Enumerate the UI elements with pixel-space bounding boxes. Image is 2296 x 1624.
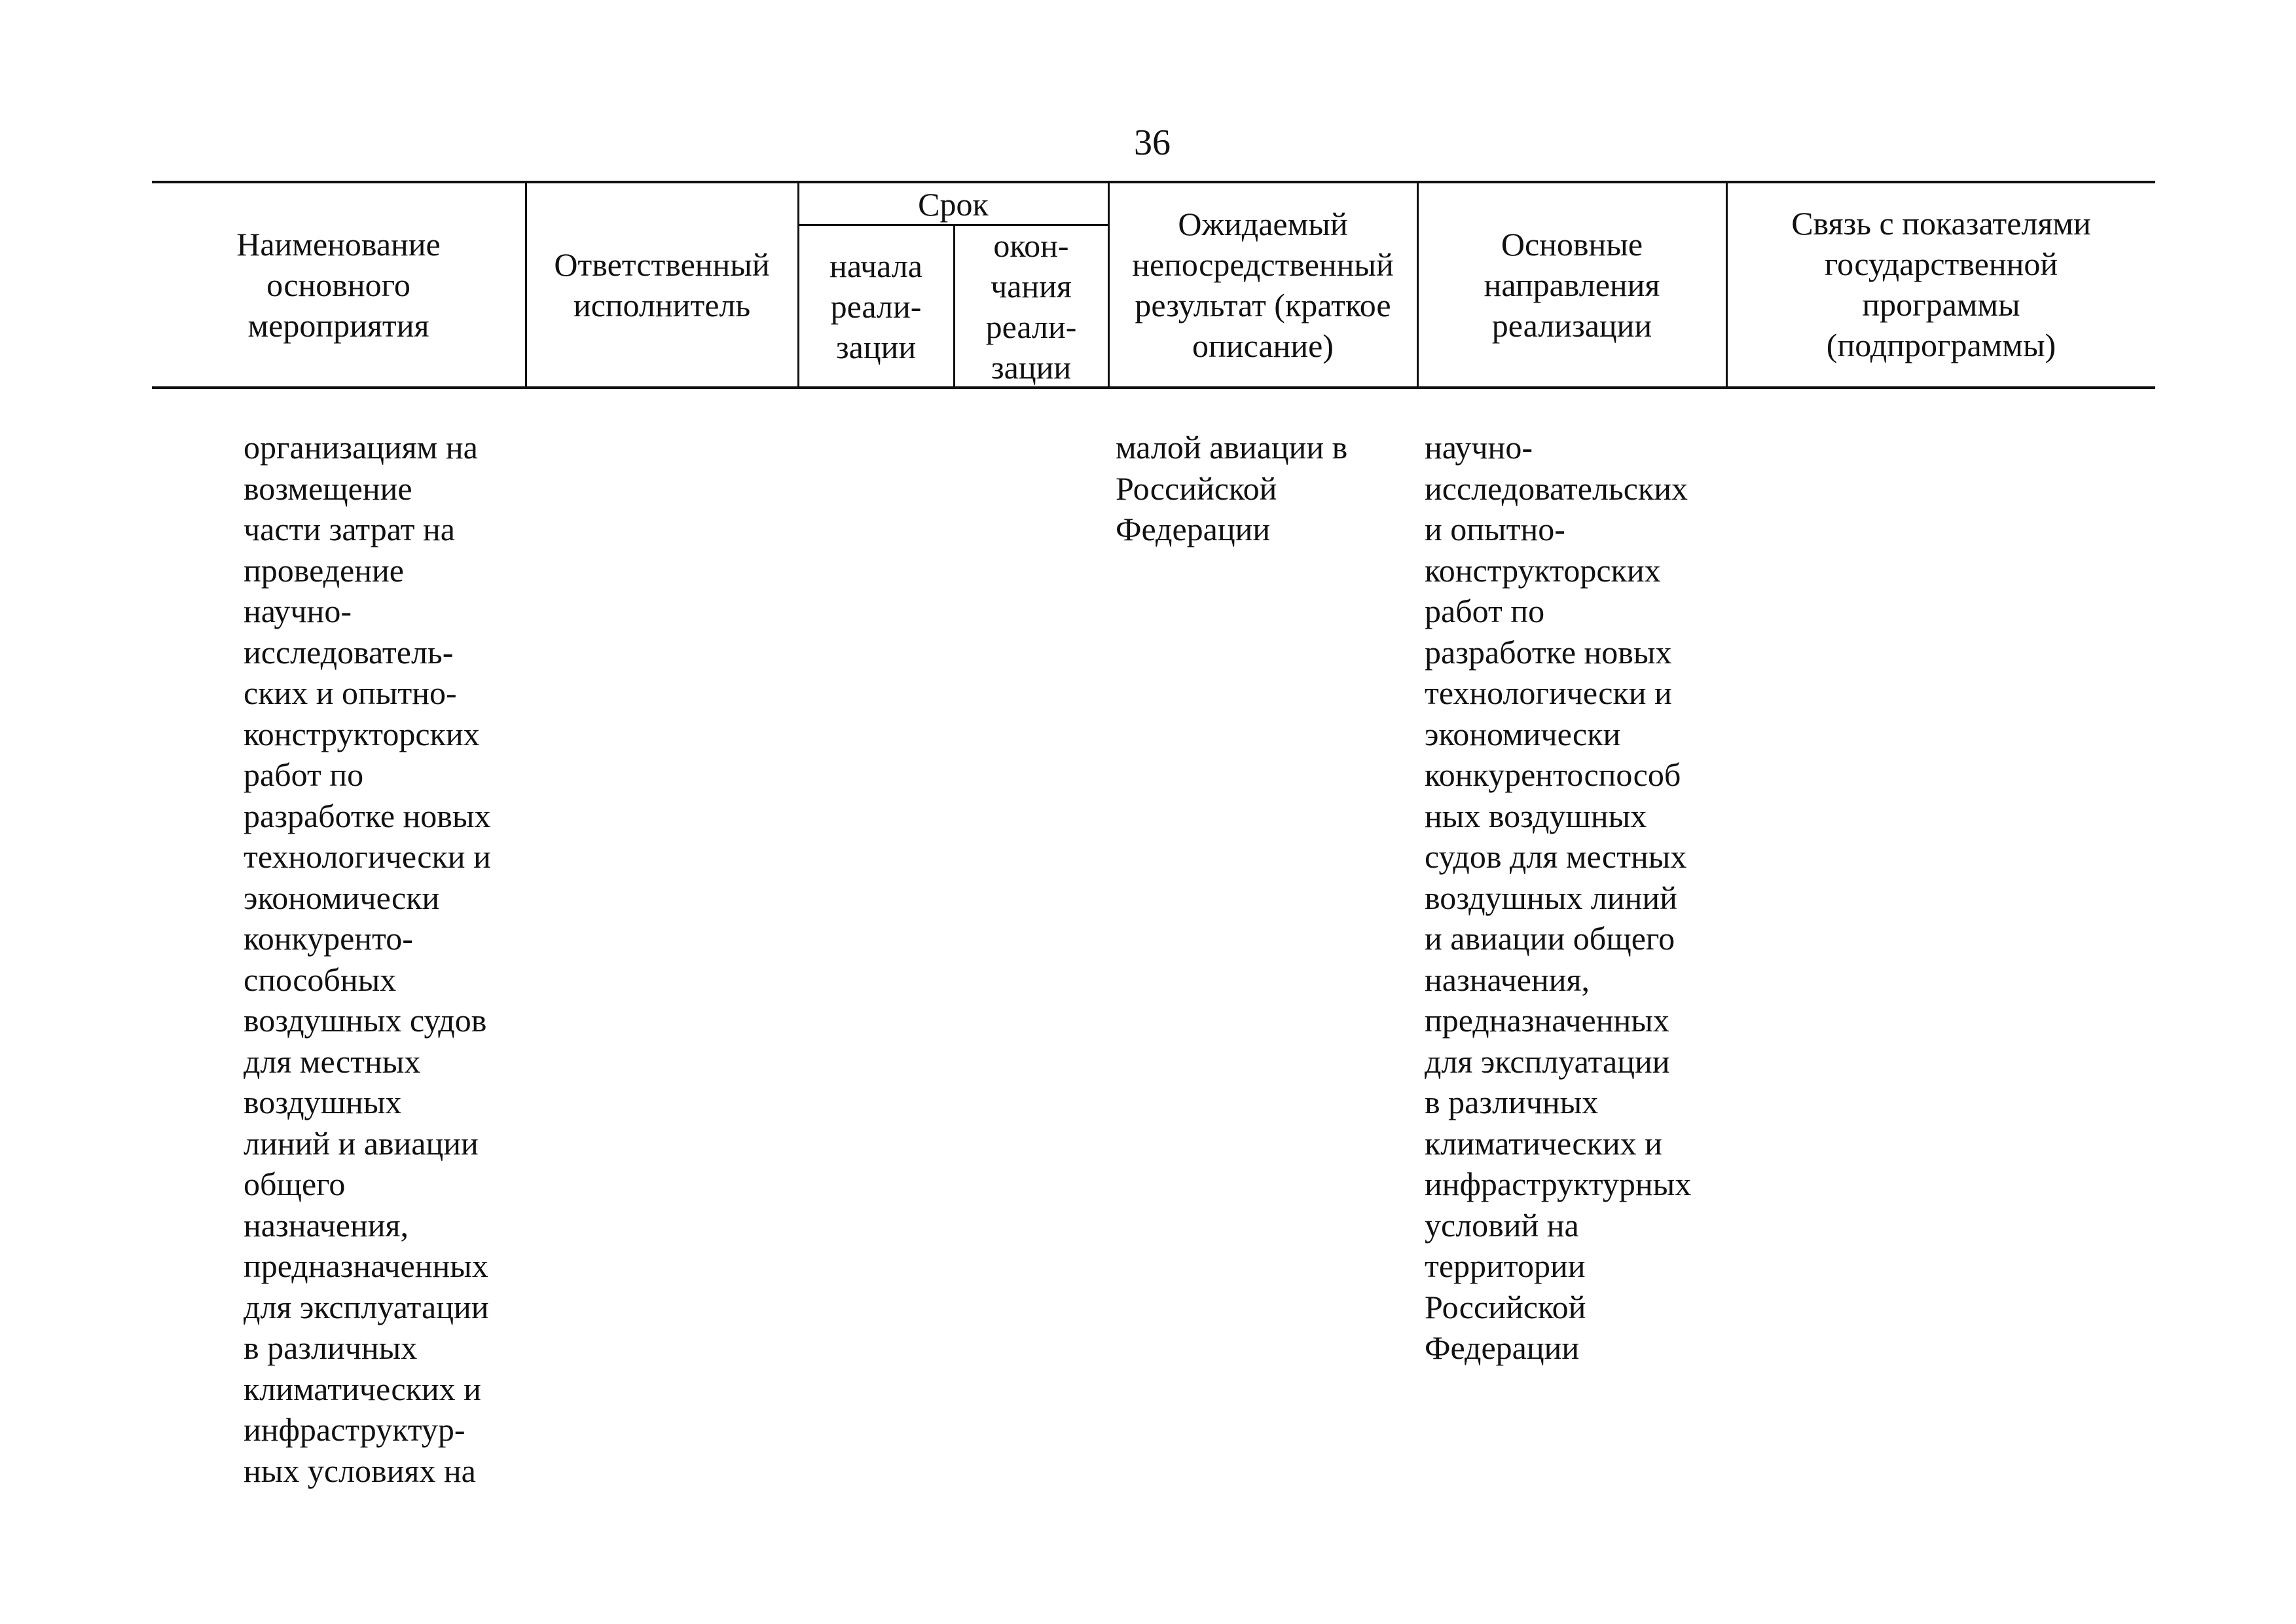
header-link: Связь с показателями государственной программы (подпрограммы) bbox=[1791, 205, 2091, 363]
header-term-start: начала реали- зации bbox=[829, 248, 922, 365]
header-result: Ожидаемый непосредственный результат (краткое описание) bbox=[1132, 206, 1394, 364]
cell-activity-name: организациям на возмещение части затрат на проведение научно- исследователь- ских и опытно- конструкторских работ по разработке новых технологически и экономически конкуренто- способных воздушных судов для местных воздушных линий и авиации общего назначения, предназначенных для эксплуатации в различных климатических и инфраструктур- ных условиях на bbox=[244, 429, 491, 1489]
page-number: 36 bbox=[1134, 122, 1171, 163]
header-term-end: окон- чания реали- зации bbox=[985, 227, 1077, 386]
cell-result: малой авиации в Российской Федерации bbox=[1116, 429, 1348, 547]
header-name: Наименование основного мероприятия bbox=[236, 226, 441, 344]
table-header bbox=[152, 181, 2155, 389]
header-term: Срок bbox=[918, 186, 989, 223]
header-directions: Основные направления реализации bbox=[1484, 226, 1660, 344]
header-executor: Ответственный исполнитель bbox=[554, 246, 770, 323]
cell-directions: научно- исследовательских и опытно- конструкторских работ по разработке новых технологически и экономически конкурентоспособ ных воздушных судов для местных воздушных линий и авиации общего назначения, предназначенных для эксплуатации в различных климатических и инфраструктурных условий на территории Российской Федерации bbox=[1425, 429, 1692, 1366]
